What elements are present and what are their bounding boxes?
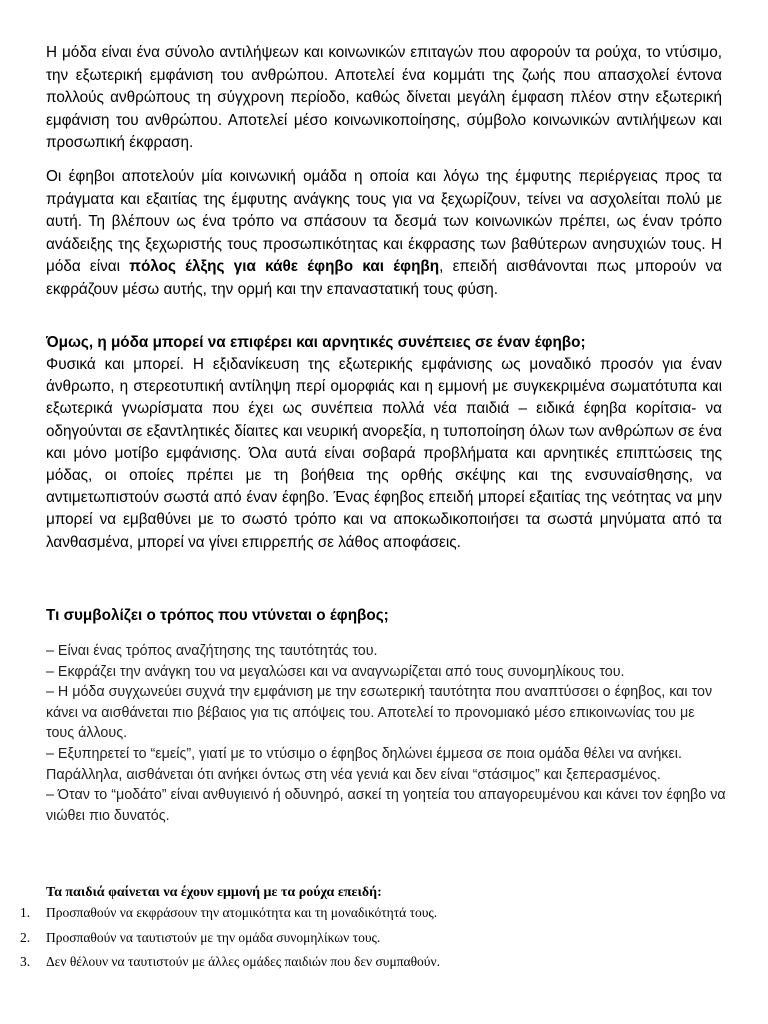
dash-list-item: – Η μόδα συγχωνεύει συχνά την εμφάνιση με την εσωτερική ταυτότητα που αναπτύσσει ο έφηβος, και τον κάνει να αισθάνεται πιο βέβαιος για τις απόψεις του. Αποτελεί το προνομιακό μέσο επικοινωνίας του με τους άλλους. <box>46 684 713 742</box>
paragraph-negative-effects: Φυσικά και μπορεί. Η εξιδανίκευση της εξωτερικής εμφάνισης ως μοναδικό προσόν για έναν άνθρωπο, η στερεοτυπική αντίληψη περί ομορφιάς και η εμμονή με συγκεκριμένα σωματότυπα και εξωτερικά γνωρίσματα που έχει ως συνέπεια πολλά νέα παιδιά – ειδικά έφηβα κορίτσια- να οδηγούνται σε εξαντλητικές δίαιτες και νευρική ανορεξία, η τυποποίηση όλων των ανθρώπων σε ένα και μόνο μοτίβο εμφάνισης. Όλα αυτά είναι σοβαρά προβλήματα και αρνητικές επιπτώσεις της μόδας, οι οποίες πρέπει με τη βοήθεια της ορθής σκέψης και της ενσυναίσθησης, να αντιμετωπιστούν σωστά από έναν έφηβο. Ένας έφηβος επειδή μπορεί εξαιτίας της νεότητας να μην μπορεί να εμβαθύνει με το σωστό τρόπο και να αποκωδικοποιήσει τα σωστά μηνύματα από τα λανθασμένα, μπορεί να γίνει επιρρεπής σε λάθος αποφάσεις. <box>46 356 722 551</box>
paragraph-teenagers-text-end: , επειδή αισθάνονται πως μπορούν να εκφράζουν μέσω αυτής, την ορμή και την επαναστατική τους φύση. <box>46 258 722 298</box>
numbered-list-item <box>20 952 720 972</box>
list-number: 2. <box>20 929 31 945</box>
dash-list-item: – Εκφράζει την ανάγκη του να μεγαλώσει και να αναγνωρίζεται από τους συνομηλίκους του. <box>46 663 625 680</box>
dash-list-item: – Είναι ένας τρόπος αναζήτησης της ταυτότητάς του. <box>46 643 378 659</box>
list-number: 3. <box>20 954 31 969</box>
numbered-list-item <box>20 928 720 948</box>
negative-effects-heading: Όμως, η μόδα μπορεί να επιφέρει και αρνητικές συνέπειες σε έναν έφηβο; <box>46 334 586 351</box>
list-item-text: Δεν θέλουν να ταυτιστούν με άλλες ομάδες παιδιών που δεν συμπαθούν. <box>46 954 440 969</box>
paragraph-intro: Η μόδα είναι ένα σύνολο αντιλήψεων και κοινωνικών επιταγών που αφορούν τα ρούχα, το ντύσιμο, την εξωτερική εμφάνιση του ανθρώπου. Αποτελεί ένα κομμάτι της ζωής που απασχολεί έντονα πολλούς ανθρώπους τη σύγχρονη περίοδο, καθώς δίνεται μεγάλη έμφαση πλέον στην εξωτερική εμφάνιση του ανθρώπου. Αποτελεί μέσο κοινωνικοποίησης, σύμβολο κοινωνικών αντιλήψεων και προσωπική έκφραση. <box>46 44 722 152</box>
paragraph-teenagers-bold: πόλος έλξης για κάθε έφηβο και έφηβη <box>129 258 440 276</box>
paragraph-teenagers-text: Οι έφηβοι αποτελούν μία κοινωνική ομάδα η οποία και λόγω της έμφυτης περιέργειας προς τα πράγματα και εξαιτίας της έμφυτης ανάγκης τους για να ξεχωρίζουν, τείνει να ασχολείται πολύ με αυτή. Τη βλέπουν ως ένα τρόπο να σπάσουν τα δεσμά των κοινωνικών πρέπει, ως έναν τρόπο ανάδειξης της ξεχωριστής τους προσωπικότητας και έκφρασης των βαθύτερων ανησυχιών τους. Η μόδα είναι <box>46 168 722 276</box>
dash-list-item: – Όταν το “μοδάτο” είναι ανθυγιεινό ή οδυνηρό, ασκεί τη γοητεία του απαγορευμένου και κάνει τον έφηβο να νιώθει πιο δυνατός. <box>46 787 726 824</box>
list-number: 1. <box>20 905 31 920</box>
numbered-list-item <box>20 903 720 923</box>
dash-list <box>46 641 726 826</box>
dash-list-item: – Εξυπηρετεί το “εμείς”, γιατί με το ντύσιμο ο έφηβος δηλώνει έμμεσα σε ποια ομάδα θέλει να ανήκει. Παράλληλα, αισθάνεται ότι ανήκει όντως στη νέα γενιά και δεν είναι “στάσιμος” και ξεπερασμένος. <box>46 745 682 783</box>
question-heading: Τι συμβολίζει ο τρόπος που ντύνεται ο έφηβος; <box>46 607 389 624</box>
numbered-list <box>20 903 720 977</box>
list-item-text: Προσπαθούν να ταυτιστούν με την ομάδα συνομηλίκων τους. <box>46 929 381 945</box>
reasons-heading: Τα παιδιά φαίνεται να έχουν εμμονή με τα ρούχα επειδή: <box>46 885 382 900</box>
paragraph-teenagers <box>46 166 722 302</box>
list-item-text: Προσπαθούν να εκφράσουν την ατομικότητα και τη μοναδικότητά τους. <box>46 905 438 920</box>
